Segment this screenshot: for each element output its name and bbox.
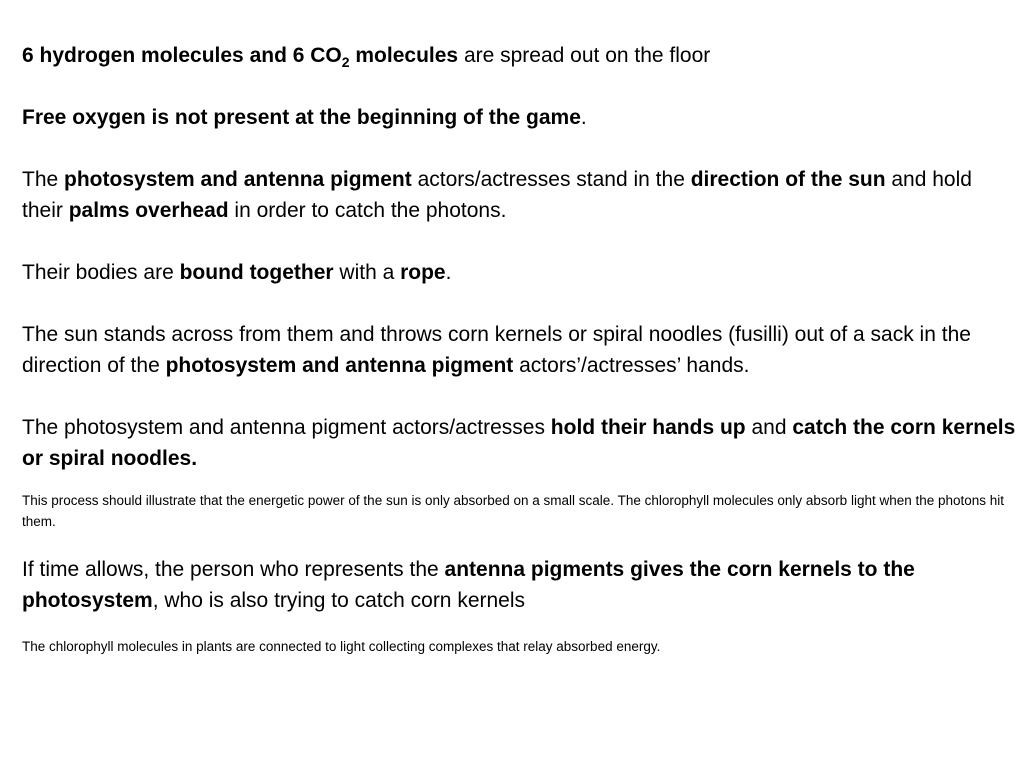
text-regular: The photosystem and antenna pigment actors/actresses — [22, 416, 551, 439]
text-regular: actors/actresses stand in the — [411, 168, 691, 191]
paragraph-bound-together — [22, 257, 1018, 288]
note-process-illustration — [22, 490, 1018, 532]
text-regular: The chlorophyll molecules in plants are connected to light collecting complexes that relay absorbed energy. — [22, 639, 661, 654]
text-regular: The — [22, 168, 65, 191]
text-regular: The sun stands across from them and throws corn kernels or spiral noodles (fusilli) out of a sack in the direction of the — [22, 323, 971, 377]
text-regular: . — [580, 106, 587, 129]
text-bold: bound together — [179, 261, 334, 284]
paragraph-sun-throws — [22, 319, 1018, 381]
text-regular: with a — [333, 261, 401, 284]
text-regular: Their bodies are — [22, 261, 180, 284]
text-bold: photosystem and antenna pigment — [64, 168, 412, 191]
paragraph-if-time-allows — [22, 554, 1018, 616]
paragraph-free-oxygen — [22, 102, 1018, 133]
text-bold: molecules — [349, 44, 459, 67]
text-bold: hold their hands up — [550, 416, 746, 439]
text-bold: rope — [400, 261, 446, 284]
text-regular: in order to catch the photons. — [228, 199, 507, 222]
text-bold: Free oxygen is not present at the beginning of the game — [22, 106, 581, 129]
text-bold: 6 hydrogen molecules and 6 CO — [22, 44, 342, 67]
text-bold: catch the corn kernels or spiral noodles. — [22, 416, 1016, 470]
text-regular: . — [445, 261, 452, 284]
text-regular: , who is also trying to catch corn kernels — [152, 589, 526, 612]
text-bold: palms overhead — [68, 199, 229, 222]
text-regular: are spread out on the floor — [458, 44, 711, 67]
text-regular: This process should illustrate that the energetic power of the sun is only absorbed on a small scale. The chlorophyll molecules only absorb light when the photons hit them. — [22, 493, 1005, 529]
text-regular: and hold their — [22, 168, 972, 222]
slide-content — [22, 40, 1018, 657]
text-bold: photosystem and antenna pigment — [165, 354, 514, 377]
paragraph-molecules-on-floor — [22, 40, 1018, 71]
text-regular: actors’/actresses’ hands. — [513, 354, 750, 377]
text-bold: direction of the sun — [690, 168, 886, 191]
text-bold: antenna pigments gives the corn kernels to the photosystem — [22, 558, 915, 612]
text-regular: If time allows, the person who represents the — [22, 558, 445, 581]
paragraph-catch-kernels — [22, 412, 1018, 474]
note-light-collecting-complexes — [22, 636, 1018, 657]
text-regular: and — [745, 416, 793, 439]
paragraph-photosystem-actors — [22, 164, 1018, 226]
text-subscript: 2 — [341, 54, 350, 71]
